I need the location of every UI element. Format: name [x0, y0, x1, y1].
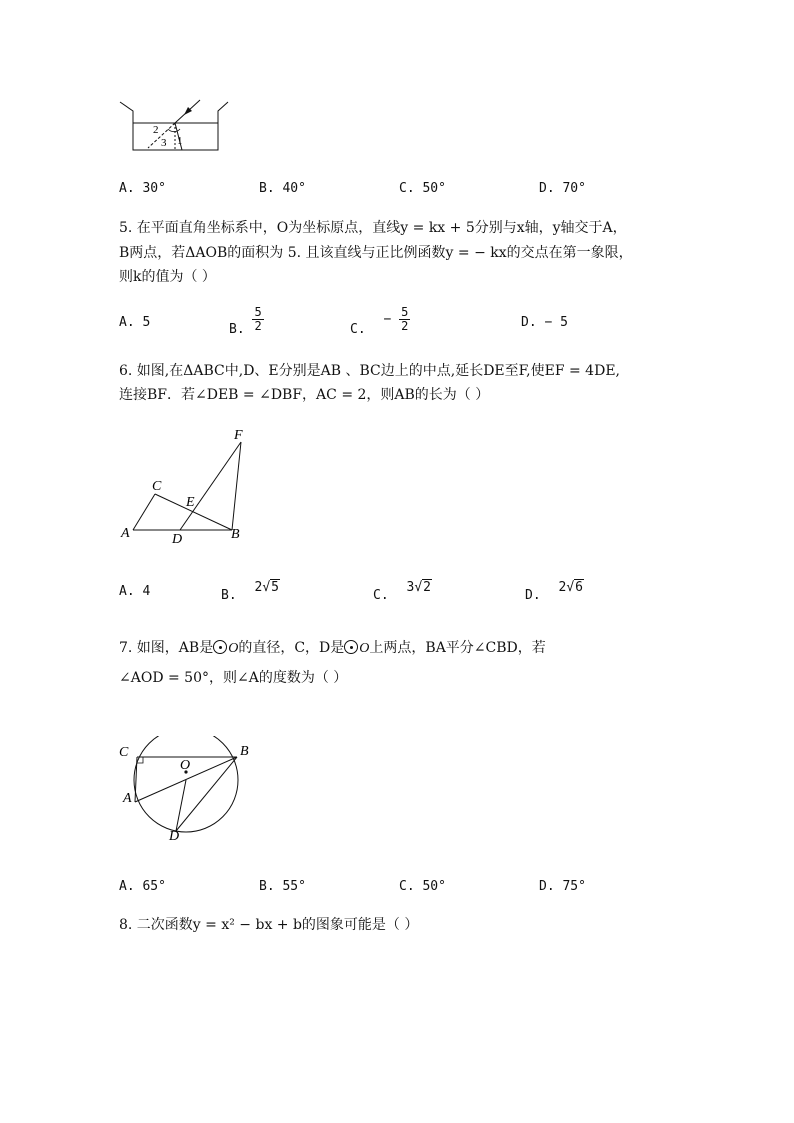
- q8-line-1: 8. 二次函数y = x² − bx + b的图象可能是（ ）: [119, 917, 419, 933]
- denominator: 2: [254, 319, 262, 333]
- label-O: O: [180, 758, 191, 773]
- numerator: 5: [254, 305, 262, 319]
- q7-text-b: 的直径，C，D是: [238, 640, 345, 656]
- q5-option-b[interactable]: [229, 306, 264, 337]
- angle-label-1: 1: [177, 135, 183, 147]
- q5-line-2: B两点，若ΔAOB的面积为 5. 且该直线与正比例函数y = − kx的交点在第一象限，: [119, 245, 633, 261]
- circle-o: [134, 736, 238, 832]
- radical-expression: 2√5: [254, 580, 279, 595]
- q7-figure: [115, 736, 255, 846]
- q4-option-a[interactable]: A. 30°: [119, 181, 166, 196]
- fraction: [399, 306, 410, 333]
- container-outline: [120, 102, 228, 150]
- q7-text-c: 上两点，BA平分∠CBD，若: [369, 640, 546, 656]
- label-D: D: [172, 532, 183, 547]
- q7-option-d[interactable]: D. 75°: [539, 879, 586, 894]
- angle-arc: [168, 129, 180, 132]
- circle-o-label: O: [228, 641, 239, 656]
- q6-option-a[interactable]: A. 4: [119, 584, 151, 599]
- angle-label-2: 2: [153, 124, 159, 136]
- q5-line-1: 5. 在平面直角坐标系中，O为坐标原点，直线y = kx + 5分别与x轴，y轴交于A，: [119, 220, 627, 236]
- label-D: D: [169, 829, 180, 844]
- label-B: B: [231, 527, 240, 542]
- segment-df: [180, 442, 241, 530]
- q7-option-c[interactable]: C. 50°: [399, 879, 446, 894]
- q6-option-b[interactable]: [221, 580, 280, 603]
- q4-option-c[interactable]: C. 50°: [399, 181, 446, 196]
- q5-line-3: 则k的值为（ ）: [119, 269, 216, 285]
- q7-option-b[interactable]: B. 55°: [259, 879, 306, 894]
- q4-option-b[interactable]: B. 40°: [259, 181, 306, 196]
- q7-text-a: 7. 如图，AB是: [119, 640, 214, 656]
- denominator: 2: [401, 319, 409, 333]
- radicand: 5: [271, 580, 279, 595]
- segment-bf: [232, 442, 241, 530]
- label-B: B: [240, 744, 249, 759]
- label-E: E: [186, 495, 195, 510]
- option-prefix: C.: [373, 588, 389, 603]
- q6-figure: [118, 422, 258, 547]
- radicand: 6: [575, 580, 583, 595]
- label-C: C: [119, 745, 129, 760]
- fraction: [252, 306, 263, 333]
- q6-line-1: 6. 如图,在ΔABC中,D、E分别是AB 、BC边上的中点,延长DE至F,使EF = 4DE,: [119, 363, 620, 379]
- q7-option-a[interactable]: A. 65°: [119, 879, 166, 894]
- label-F: F: [234, 428, 243, 443]
- q7-line-1: [119, 636, 546, 661]
- q6-option-d[interactable]: [525, 580, 584, 603]
- label-C: C: [152, 479, 162, 494]
- circle-o-label: O: [359, 641, 370, 656]
- radius-od: [176, 780, 186, 831]
- coefficient: 2: [254, 580, 263, 595]
- angle-label-3: 3: [161, 137, 167, 149]
- q4-option-d[interactable]: D. 70°: [539, 181, 586, 196]
- option-prefix: C.: [350, 322, 366, 337]
- radicand: 2: [423, 580, 431, 595]
- q5-option-d[interactable]: D. − 5: [521, 315, 568, 330]
- minus-sign: −: [383, 312, 392, 327]
- option-prefix: B.: [229, 322, 245, 337]
- segment-ac: [133, 494, 155, 530]
- q4-figure: [118, 96, 230, 154]
- q6-option-c[interactable]: [373, 580, 432, 603]
- q5-option-a[interactable]: A. 5: [119, 315, 151, 330]
- label-A: A: [123, 791, 132, 806]
- q6-line-2: 连接BF．若∠DEB = ∠DBF，AC = 2，则AB的长为（ ）: [119, 387, 490, 403]
- label-A: A: [121, 526, 130, 541]
- q5-option-c[interactable]: [350, 306, 410, 337]
- numerator: 5: [401, 305, 409, 319]
- coefficient: 3: [406, 580, 415, 595]
- option-prefix: D.: [525, 588, 541, 603]
- coefficient: 2: [558, 580, 567, 595]
- q7-line-2: ∠AOD = 50°，则∠A的度数为（ ）: [119, 670, 348, 686]
- radical-expression: 3√2: [406, 580, 431, 595]
- circle-dot-icon: [344, 640, 358, 654]
- circle-dot-icon: [213, 640, 227, 654]
- option-prefix: B.: [221, 588, 237, 603]
- radical-expression: 2√6: [558, 580, 583, 595]
